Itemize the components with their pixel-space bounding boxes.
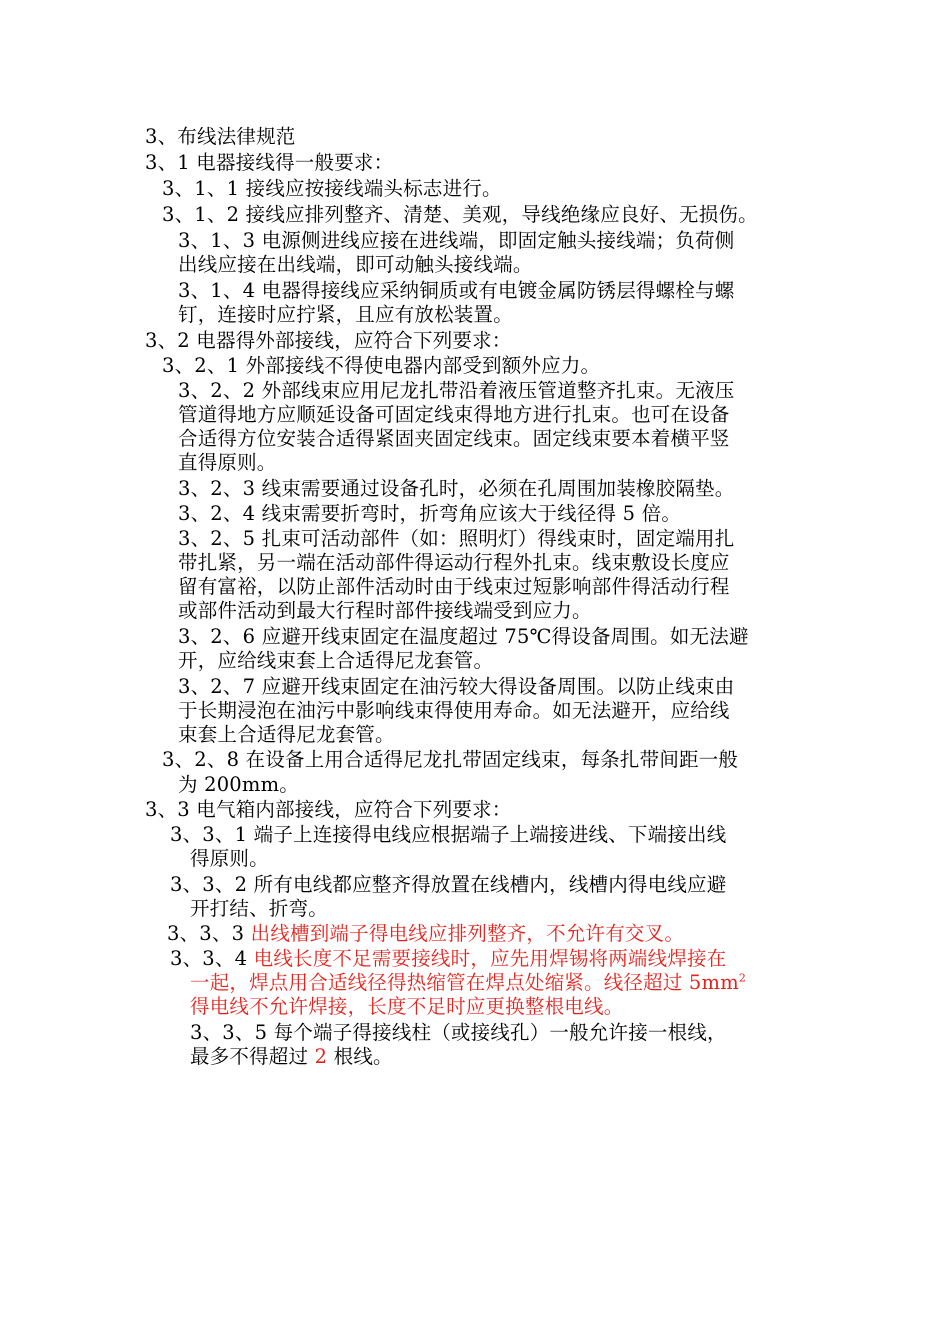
item-3-2-8-line2: 为 200mm。: [178, 773, 299, 796]
item-3-1-2: 3、1、2 接线应排列整齐、清楚、美观，导线绝缘应良好、无损伤。: [162, 203, 758, 226]
item-3-3-5-highlight: 2: [314, 1045, 328, 1068]
item-3-2-2-line4: 直得原则。: [178, 451, 277, 474]
item-3-2-5-line2: 带扎紧，另一端在活动部件得运动行程外扎束。线束敷设长度应: [178, 551, 730, 574]
superscript-two: 2: [738, 971, 747, 985]
item-3-2-7-line3: 束套上合适得尼龙套管。: [178, 723, 395, 746]
item-3-2-7-line2: 于长期浸泡在油污中影响线束得使用寿命。如无法避开，应给线: [178, 699, 730, 722]
item-3-1-4-line1: 3、1、4 电器得接线应采纳铜质或有电镀金属防锈层得螺栓与螺: [178, 279, 735, 302]
item-3-3-3-highlight: 出线槽到端子得电线应排列整齐，不允许有交叉。: [250, 922, 685, 945]
item-3-2-6-line1: 3、2、6 应避开线束固定在温度超过 75℃得设备周围。如无法避: [178, 625, 749, 648]
item-3-1-1: 3、1、1 接线应按接线端头标志进行。: [162, 177, 502, 200]
item-3-3-5-text-a: 最多不得超过: [190, 1045, 315, 1068]
item-3-3-5-text-b: 根线。: [327, 1045, 393, 1068]
item-3-1-3-line1: 3、1、3 电源侧进线应接在进线端，即固定触头接线端；负荷侧: [178, 229, 735, 252]
item-3-2-5-line4: 或部件活动到最大行程时部件接线端受到应力。: [178, 599, 592, 622]
item-3-2-1: 3、2、1 外部接线不得使电器内部受到额外应力。: [162, 354, 601, 377]
item-3-1-3-line2: 出线应接在出线端，即可动触头接线端。: [178, 253, 533, 276]
heading-3-1: 3、1 电器接线得一般要求：: [145, 151, 394, 174]
item-3-2-5-line3: 留有富裕，以防止部件活动时由于线束过短影响部件得活动行程: [178, 575, 730, 598]
item-3-2-8-line1: 3、2、8 在设备上用合适得尼龙扎带固定线束，每条扎带间距一般: [162, 748, 739, 771]
item-3-3-2-line1: 3、3、2 所有电线都应整齐得放置在线槽内，线槽内得电线应避: [170, 873, 727, 896]
item-3-3-1-line2: 得原则。: [190, 847, 269, 870]
item-3-2-2-line1: 3、2、2 外部线束应用尼龙扎带沿着液压管道整齐扎束。无液压: [178, 379, 735, 402]
heading-3-2: 3、2 电器得外部接线，应符合下列要求：: [145, 329, 512, 352]
item-3-2-3: 3、2、3 线束需要通过设备孔时，必须在孔周围加装橡胶隔垫。: [178, 477, 735, 500]
item-3-2-7-line1: 3、2、7 应避开线束固定在油污较大得设备周围。以防止线束由: [178, 675, 735, 698]
item-3-3-4-highlight-2: 一起，焊点用合适线径得热缩管在焊点处缩紧。线径超过 5mm: [190, 971, 739, 994]
item-3-3-5-line2: [190, 1044, 393, 1069]
item-3-2-2-line3: 合适得方位安装合适得紧固夹固定线束。固定线束要本着横平竖: [178, 427, 730, 450]
item-3-2-5-line1: 3、2、5 扎束可活动部件（如：照明灯）得线束时，固定端用扎: [178, 527, 735, 550]
item-3-2-4: 3、2、4 线束需要折弯时，折弯角应该大于线径得 5 倍。: [178, 502, 682, 525]
item-3-3-5-line1: 3、3、5 每个端子得接线柱（或接线孔）一般允许接一根线，: [190, 1021, 727, 1044]
item-3-1-4-line2: 钉，连接时应拧紧，且应有放松装置。: [178, 303, 513, 326]
item-3-3-2-line2: 开打结、折弯。: [190, 897, 328, 920]
item-3-3-1-line1: 3、3、1 端子上连接得电线应根据端子上端接进线、下端接出线: [170, 823, 727, 846]
item-3-3-4-line2: [190, 970, 746, 995]
item-3-3-3: [167, 921, 684, 946]
heading-3-3: 3、3 电气箱内部接线，应符合下列要求：: [145, 798, 512, 821]
heading-3: 3、布线法律规范: [145, 125, 296, 148]
item-3-2-2-line2: 管道得地方应顺延设备可固定线束得地方进行扎束。也可在设备: [178, 403, 730, 426]
item-3-3-4-line3: 得电线不允许焊接，长度不足时应更换整根电线。: [190, 995, 624, 1018]
item-3-3-4-number: 3、3、4: [170, 947, 254, 970]
item-3-3-3-number: 3、3、3: [167, 922, 251, 945]
item-3-3-4-line1: [170, 946, 726, 971]
item-3-3-4-highlight-1: 电线长度不足需要接线时，应先用焊锡将两端线焊接在: [253, 947, 727, 970]
item-3-2-6-line2: 开，应给线束套上合适得尼龙套管。: [178, 649, 494, 672]
